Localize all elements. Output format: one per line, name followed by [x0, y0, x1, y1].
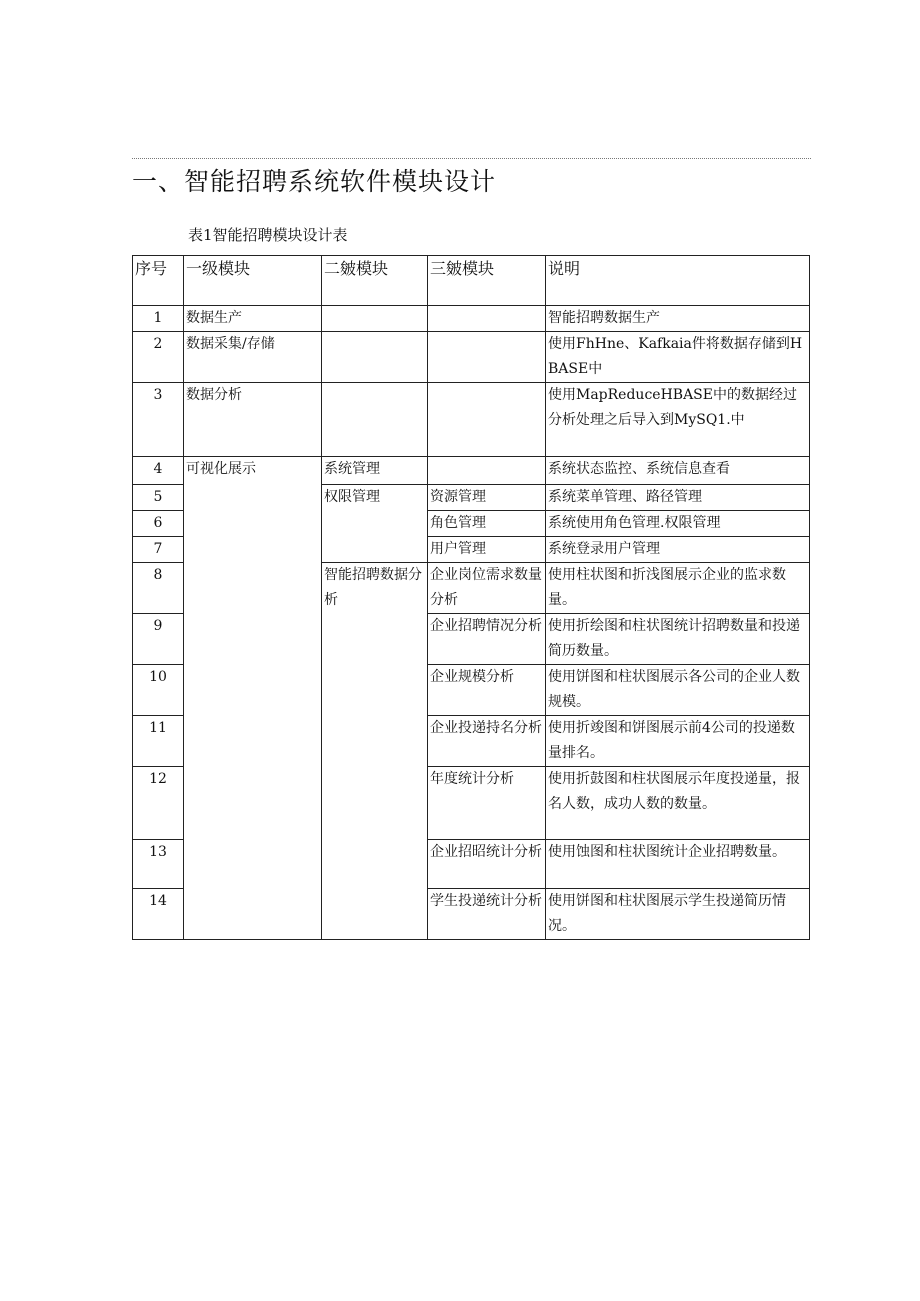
- row-level1: 可视化展示: [184, 457, 322, 940]
- row-level3: 用户管理: [428, 537, 546, 563]
- table-row: [133, 306, 810, 332]
- row-level3: 资源管理: [428, 485, 546, 511]
- row-level3: 企业规模分析: [428, 665, 546, 716]
- table-row: [133, 457, 810, 485]
- row-seq: 8: [133, 563, 184, 614]
- row-level3: 角色管理: [428, 511, 546, 537]
- row-level1: 数据分析: [184, 383, 322, 457]
- row-desc: 系统使用角色管理.权限管理: [546, 511, 810, 537]
- row-level3: [428, 306, 546, 332]
- row-seq: 14: [133, 889, 184, 940]
- row-desc: 使用折竣图和饼图展示前4公司的投递数量排名。: [546, 716, 810, 767]
- row-level3: 企业投递持名分析: [428, 716, 546, 767]
- row-level2: [322, 306, 428, 332]
- table-caption: 表1智能招聘模块设计表: [188, 226, 348, 244]
- row-level2: [322, 332, 428, 383]
- row-level2: 权限管理: [322, 485, 428, 563]
- row-seq: 3: [133, 383, 184, 457]
- table-row: [133, 332, 810, 383]
- module-design-table: [132, 255, 810, 940]
- row-level3: 企业岗位需求数量分析: [428, 563, 546, 614]
- header-seq: 序号: [133, 256, 184, 306]
- row-seq: 6: [133, 511, 184, 537]
- row-seq: 10: [133, 665, 184, 716]
- row-desc: 系统登录用户管理: [546, 537, 810, 563]
- table-row: [133, 383, 810, 457]
- row-desc: 使用饼图和柱状图展示学生投递简历情况。: [546, 889, 810, 940]
- section-heading: 一、智能招聘系统软件模块设计: [132, 167, 497, 196]
- row-desc: 使用蚀图和柱状图统计企业招聘数量。: [546, 840, 810, 889]
- row-level3: 企业招聘情况分析: [428, 614, 546, 665]
- row-level3: [428, 383, 546, 457]
- row-level3: [428, 332, 546, 383]
- row-seq: 4: [133, 457, 184, 485]
- row-seq: 2: [133, 332, 184, 383]
- row-level2: 智能招聘数据分析: [322, 563, 428, 940]
- row-level2: 系统管理: [322, 457, 428, 485]
- header-level3: 三皴模块: [428, 256, 546, 306]
- row-seq: 7: [133, 537, 184, 563]
- row-seq: 13: [133, 840, 184, 889]
- row-level2: [322, 383, 428, 457]
- row-desc: 使用饼图和柱状图展示各公司的企业人数规模。: [546, 665, 810, 716]
- row-desc: 使用MapReduceHBASE中的数据经过分析处理之后导入到MySQ1.中: [546, 383, 810, 457]
- row-level3: [428, 457, 546, 485]
- header-desc: 说明: [546, 256, 810, 306]
- row-desc: 使用折绘图和柱状图统计招聘数量和投递简历数量。: [546, 614, 810, 665]
- row-seq: 12: [133, 767, 184, 840]
- row-desc: 使用柱状图和折浅图展示企业的监求数量。: [546, 563, 810, 614]
- table-header-row: [133, 256, 810, 306]
- row-level3: 学生投递统计分析: [428, 889, 546, 940]
- row-desc: 系统状态监控、系统信息查看: [546, 457, 810, 485]
- row-level1: 数据采集/存储: [184, 332, 322, 383]
- header-level2: 二皴模块: [322, 256, 428, 306]
- row-level1: 数据生产: [184, 306, 322, 332]
- row-level3: 企业招昭统计分析: [428, 840, 546, 889]
- top-divider: [132, 158, 811, 159]
- row-seq: 11: [133, 716, 184, 767]
- header-level1: 一级模块: [184, 256, 322, 306]
- row-seq: 5: [133, 485, 184, 511]
- row-desc: 系统菜单管理、路径管理: [546, 485, 810, 511]
- row-seq: 1: [133, 306, 184, 332]
- row-desc: 智能招聘数据生产: [546, 306, 810, 332]
- row-seq: 9: [133, 614, 184, 665]
- row-level3: 年度统计分析: [428, 767, 546, 840]
- row-desc: 使用FhHne、Kafkaia件将数据存储到HBASE中: [546, 332, 810, 383]
- row-desc: 使用折鼓图和柱状图展示年度投递量，报名人数，成功人数的数量。: [546, 767, 810, 840]
